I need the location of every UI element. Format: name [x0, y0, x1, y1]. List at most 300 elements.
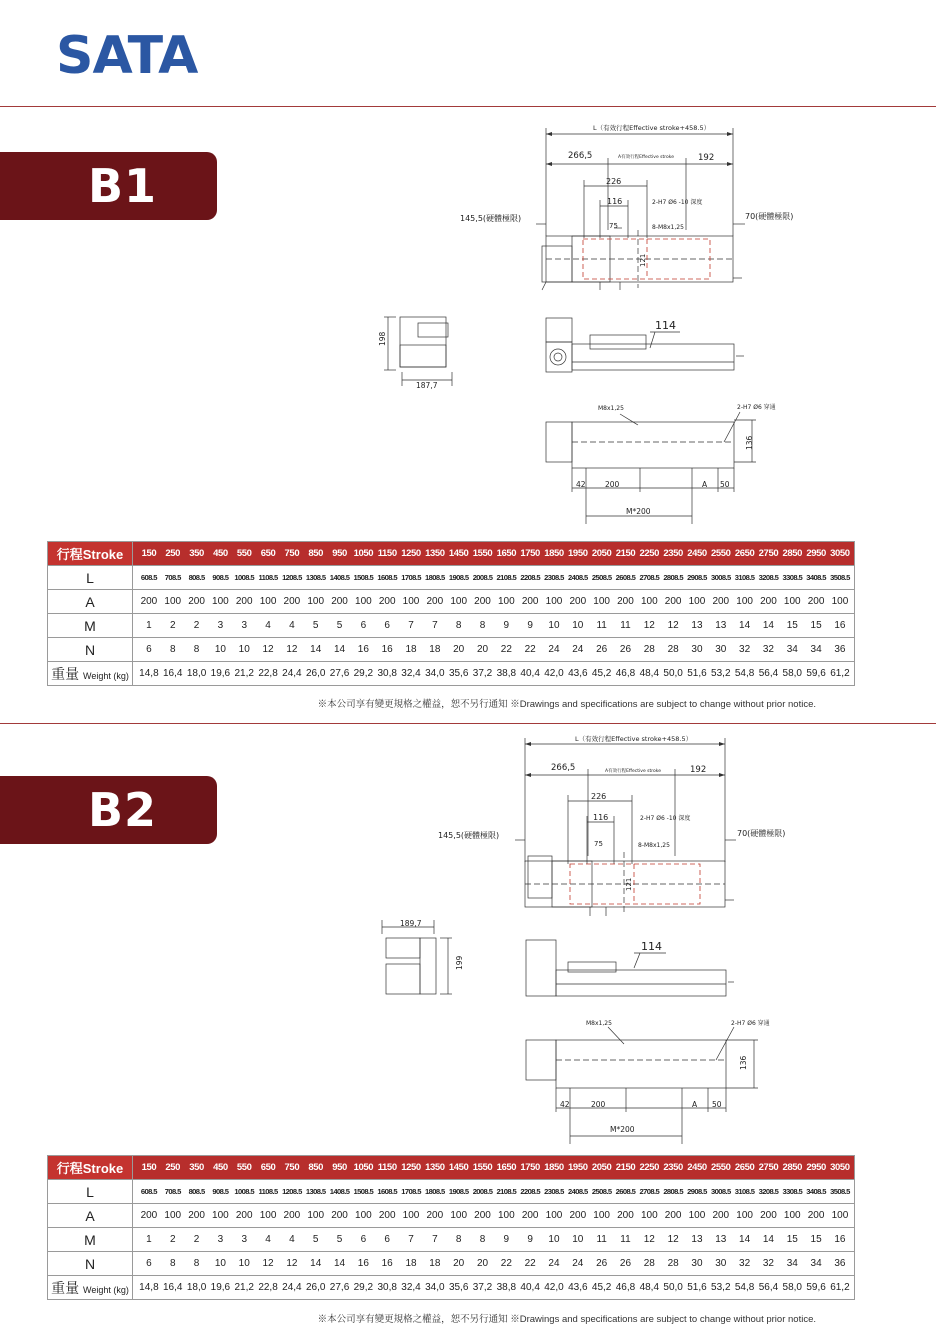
table-cell: 2708.5: [639, 1187, 660, 1196]
table-cell: 12: [262, 1258, 274, 1269]
table-cell: 100: [402, 596, 420, 607]
table-cell: 20: [476, 644, 489, 655]
table-cell: 14: [762, 620, 774, 631]
row-label: L: [48, 566, 133, 590]
table-cell: 6: [146, 1258, 152, 1269]
sata-logo: [56, 26, 201, 78]
table-cell: 46,8: [615, 668, 636, 679]
table-cell: 200: [712, 596, 730, 607]
table-cell: 59,6: [806, 668, 826, 679]
stroke-value: 450: [213, 548, 228, 559]
svg-text:121: 121: [625, 877, 633, 891]
table-cell: 3: [217, 620, 224, 631]
table-cell: 32: [739, 644, 751, 655]
table-cell: 20: [453, 1258, 465, 1269]
table-cell: 13: [715, 620, 727, 631]
table-cell: 20: [453, 644, 465, 655]
model-badge-b2: B2: [0, 776, 217, 844]
table-cell: 12: [286, 1258, 298, 1269]
table-cell: 200: [569, 596, 587, 607]
table-cell: 3308.5: [782, 573, 803, 582]
stroke-value: 2750: [758, 1162, 779, 1173]
table-cell: 51,6: [687, 668, 707, 679]
svg-text:L（有效行程Effective stroke+458.5）: L（有效行程Effective stroke+458.5）: [593, 124, 711, 132]
table-cell: 1708.5: [401, 573, 421, 582]
stroke-value: 850: [308, 1162, 324, 1173]
svg-text:266,5: 266,5: [568, 151, 593, 161]
stroke-values: [133, 1156, 855, 1180]
table-cell: 10: [238, 1258, 250, 1269]
table-cell: 200: [807, 1210, 825, 1221]
table-cell: 19,6: [210, 668, 231, 679]
stroke-value: 3050: [830, 548, 850, 559]
table-cell: 14: [310, 1258, 322, 1269]
table-cell: 38,8: [496, 668, 517, 679]
table-cell: 54,8: [734, 1282, 755, 1293]
table-cell: 100: [783, 596, 801, 607]
table-cell: 100: [497, 596, 515, 607]
table-cell: 5: [336, 1234, 343, 1245]
table-cell: 100: [450, 596, 468, 607]
table-cell: 59,6: [806, 1282, 826, 1293]
table-cell: 200: [140, 1210, 158, 1221]
stroke-value: 1150: [377, 1162, 397, 1173]
table-cell: 26: [619, 644, 632, 655]
table-cell: 2208.5: [520, 573, 540, 582]
table-cell: 24: [572, 644, 584, 655]
table-cell: 14,8: [139, 1282, 159, 1293]
table-cell: 3508.5: [830, 573, 850, 582]
table-cell: 45,2: [591, 668, 612, 679]
table-cell: 34,0: [425, 1282, 445, 1293]
table-cell: 200: [188, 596, 205, 607]
table-cell: 100: [450, 1210, 468, 1221]
svg-text:145,5(硬體極限): 145,5(硬體極限): [438, 831, 500, 840]
table-cell: 100: [593, 1210, 610, 1221]
stroke-value: 1750: [520, 548, 540, 559]
svg-text:266,5: 266,5: [551, 763, 576, 773]
table-cell: 22,8: [258, 668, 278, 679]
table-cell: 100: [593, 596, 610, 607]
table-cell: 61,2: [830, 1282, 850, 1293]
table-cell: 3: [241, 620, 247, 631]
table-cell: 4: [265, 620, 271, 631]
table-cell: 12: [286, 644, 298, 655]
table-cell: 200: [426, 596, 444, 607]
technical-drawing-b1: [0, 118, 936, 538]
stroke-value: 2650: [734, 548, 755, 559]
table-cell: 1908.5: [448, 1187, 469, 1196]
table-cell: 16: [357, 1258, 369, 1269]
stroke-value: 350: [189, 1162, 204, 1173]
svg-text:42: 42: [576, 480, 586, 489]
table-cell: 48,4: [639, 668, 660, 679]
table-cell: 608.5: [140, 1187, 157, 1196]
table-cell: 42,0: [544, 668, 564, 679]
table-cell: 1308.5: [305, 1187, 326, 1196]
table-cell: 10: [548, 620, 560, 631]
stroke-value: 2550: [711, 1162, 731, 1173]
table-cell: 32,4: [401, 668, 421, 679]
svg-text:L（有效行程Effective stroke+458.5）: L（有效行程Effective stroke+458.5）: [575, 735, 693, 743]
row-label: M: [48, 614, 133, 638]
table-cell: 908.5: [212, 573, 229, 582]
table-cell: 9: [503, 620, 510, 631]
table-cell: 30,8: [377, 668, 397, 679]
row-label: A: [48, 1204, 133, 1228]
table-cell: 200: [807, 596, 825, 607]
table-cell: 3: [217, 1234, 224, 1245]
table-cell: 2508.5: [591, 1187, 612, 1196]
table-cell: 16: [381, 644, 393, 655]
stroke-value: 550: [236, 548, 252, 559]
table-cell: 3408.5: [806, 1187, 826, 1196]
svg-text:A有效行程Effective stroke: A有效行程Effective stroke: [605, 769, 661, 774]
row-values: [133, 614, 855, 638]
table-cell: 200: [617, 596, 634, 607]
table-cell: 8: [455, 1234, 462, 1245]
stroke-value: 850: [308, 548, 324, 559]
table-cell: 100: [545, 596, 563, 607]
svg-text:226: 226: [591, 792, 607, 801]
table-cell: 6: [384, 1234, 390, 1245]
table-cell: 1608.5: [377, 573, 398, 582]
svg-text:192: 192: [690, 765, 707, 775]
table-cell: 8: [479, 620, 486, 631]
stroke-value: 2950: [806, 548, 826, 559]
row-label: [48, 1276, 133, 1300]
table-cell: 200: [283, 1210, 301, 1221]
table-cell: 22: [524, 644, 536, 655]
table-cell: 200: [617, 1210, 634, 1221]
table-cell: 34: [786, 1258, 798, 1269]
table-cell: 7: [408, 620, 414, 631]
svg-text:116: 116: [607, 197, 623, 206]
stroke-value: 1650: [496, 548, 517, 559]
stroke-value: 750: [284, 548, 300, 559]
table-cell: 3508.5: [830, 1187, 850, 1196]
svg-text:192: 192: [698, 153, 715, 163]
stroke-value: 2350: [663, 548, 683, 559]
table-cell: 1008.5: [234, 573, 255, 582]
drawing-svg: [0, 118, 936, 533]
table-cell: 32: [762, 644, 774, 655]
table-cell: 15: [786, 620, 798, 631]
stroke-value: 150: [141, 1162, 157, 1173]
table-cell: 18: [429, 644, 441, 655]
svg-text:2-H7 Ø6 穿通: 2-H7 Ø6 穿通: [737, 404, 776, 411]
table-cell: 1: [146, 620, 152, 631]
table-cell: 2108.5: [496, 1187, 517, 1196]
table-cell: 200: [521, 1210, 539, 1221]
stroke-value: 1050: [353, 548, 374, 559]
table-cell: 50,0: [663, 1282, 683, 1293]
table-cell: 200: [331, 596, 348, 607]
stroke-value: 3050: [830, 1162, 850, 1173]
svg-text:136: 136: [745, 435, 754, 450]
table-cell: 1308.5: [305, 573, 326, 582]
table-cell: 200: [283, 596, 301, 607]
table-cell: 28: [667, 644, 679, 655]
table-cell: 200: [331, 1210, 348, 1221]
table-cell: 808.5: [188, 573, 205, 582]
table-cell: 3108.5: [734, 1187, 755, 1196]
table-cell: 1608.5: [377, 1187, 398, 1196]
stroke-header: 行程Stroke: [48, 542, 133, 566]
table-cell: 100: [259, 1210, 277, 1221]
table-cell: 21,2: [234, 1282, 254, 1293]
stroke-value: 750: [284, 1162, 300, 1173]
table-cell: 12: [262, 644, 274, 655]
table-row: [48, 614, 855, 638]
weight-unit-label: Weight (kg): [83, 1284, 129, 1295]
table-cell: 1508.5: [353, 573, 374, 582]
table-cell: 24: [548, 644, 560, 655]
table-cell: 26,0: [305, 1282, 326, 1293]
row-values: [133, 1180, 855, 1204]
table-cell: 56,4: [758, 1282, 779, 1293]
stroke-value: 2950: [806, 1162, 826, 1173]
table-row: [48, 638, 855, 662]
table-cell: 36: [834, 644, 846, 655]
table-cell: 6: [360, 1234, 367, 1245]
table-cell: 1208.5: [282, 573, 302, 582]
table-cell: 34: [786, 644, 798, 655]
table-cell: 19,6: [210, 1282, 231, 1293]
table-cell: 200: [235, 596, 253, 607]
table-cell: 11: [596, 620, 607, 631]
stroke-value: 1250: [401, 548, 421, 559]
table-cell: 16: [834, 1234, 846, 1245]
table-cell: 2008.5: [472, 1187, 493, 1196]
stroke-value: 950: [332, 1162, 347, 1173]
table-row: [48, 662, 855, 686]
table-cell: 38,8: [496, 1282, 517, 1293]
table-cell: 18,0: [186, 668, 207, 679]
weight-label: 重量: [51, 665, 80, 682]
table-cell: 18: [405, 1258, 417, 1269]
table-cell: 2108.5: [496, 573, 517, 582]
row-values: [133, 1204, 855, 1228]
table-cell: 30: [715, 1258, 727, 1269]
table-cell: 2608.5: [615, 1187, 636, 1196]
table-cell: 34: [810, 1258, 822, 1269]
stroke-value: 2550: [711, 548, 731, 559]
table-cell: 46,8: [615, 1282, 636, 1293]
table-cell: 608.5: [140, 573, 157, 582]
svg-text:200: 200: [591, 1100, 606, 1109]
table-cell: 10: [214, 1258, 226, 1269]
svg-text:2-H7 Ø6 -10 深度: 2-H7 Ø6 -10 深度: [640, 815, 691, 822]
table-cell: 200: [378, 596, 396, 607]
table-cell: 8: [169, 644, 176, 655]
table-cell: 34,0: [425, 668, 445, 679]
table-cell: 40,4: [520, 668, 540, 679]
svg-text:50: 50: [720, 480, 730, 489]
stroke-value: 650: [260, 548, 276, 559]
table-row: [48, 1204, 855, 1228]
table-cell: 2408.5: [568, 573, 588, 582]
table-cell: 30,8: [377, 1282, 397, 1293]
table-cell: 54,8: [734, 668, 755, 679]
table-cell: 6: [384, 620, 390, 631]
table-cell: 1808.5: [425, 1187, 445, 1196]
table-cell: 11: [620, 620, 631, 631]
svg-text:A有效行程Effective stroke: A有效行程Effective stroke: [618, 155, 674, 160]
table-cell: 12: [643, 620, 655, 631]
stroke-value: 2350: [663, 1162, 683, 1173]
table-cell: 200: [474, 1210, 491, 1221]
table-cell: 708.5: [164, 1187, 181, 1196]
table-cell: 13: [691, 620, 703, 631]
table-cell: 22: [524, 1258, 536, 1269]
table-cell: 14: [739, 620, 751, 631]
table-cell: 14: [333, 644, 346, 655]
table-cell: 100: [307, 596, 325, 607]
table-cell: 1508.5: [353, 1187, 374, 1196]
disclaimer-notice: ※本公司享有變更規格之權益，恕不另行通知 ※Drawings and specifications are subject to change without prior notice.: [317, 1314, 816, 1325]
table-cell: 8: [169, 1258, 176, 1269]
table-cell: 200: [664, 1210, 682, 1221]
table-cell: 29,2: [353, 1282, 374, 1293]
table-cell: 10: [548, 1234, 560, 1245]
svg-text:198: 198: [378, 331, 387, 346]
row-label: M: [48, 1228, 133, 1252]
table-cell: 37,2: [472, 1282, 493, 1293]
stroke-value: 1750: [520, 1162, 540, 1173]
table-cell: 2008.5: [472, 573, 493, 582]
table-cell: 2: [193, 620, 200, 631]
svg-text:116: 116: [593, 813, 609, 822]
svg-text:70(硬體極限): 70(硬體極限): [737, 829, 786, 838]
technical-drawing-b2: [0, 734, 936, 1154]
table-cell: 28: [643, 1258, 655, 1269]
stroke-value: 2250: [639, 548, 660, 559]
table-cell: 15: [786, 1234, 798, 1245]
stroke-value: 650: [260, 1162, 276, 1173]
table-cell: 200: [140, 596, 158, 607]
table-cell: 8: [193, 1258, 200, 1269]
table-cell: 708.5: [164, 573, 181, 582]
table-cell: 35,6: [448, 1282, 469, 1293]
model-badge-b1: B1: [0, 152, 217, 220]
table-cell: 56,4: [758, 668, 779, 679]
table-cell: 18: [429, 1258, 441, 1269]
table-row: [48, 590, 855, 614]
svg-text:A: A: [692, 1100, 698, 1109]
stroke-value: 950: [332, 548, 347, 559]
table-cell: 1408.5: [329, 573, 350, 582]
table-cell: 4: [289, 620, 295, 631]
table-cell: 100: [212, 596, 229, 607]
table-cell: 100: [545, 1210, 563, 1221]
disclaimer-notice: ※本公司享有變更規格之權益，恕不另行通知 ※Drawings and specifications are subject to change without prior notice.: [317, 699, 816, 710]
table-cell: 3208.5: [758, 573, 779, 582]
table-cell: 26: [596, 644, 608, 655]
stroke-value: 1450: [448, 548, 469, 559]
row-label: A: [48, 590, 133, 614]
table-cell: 1: [146, 1234, 152, 1245]
stroke-value: 250: [165, 548, 181, 559]
svg-text:136: 136: [739, 1055, 748, 1070]
svg-text:2-H7 Ø6 穿通: 2-H7 Ø6 穿通: [731, 1020, 770, 1027]
drawing-svg: [0, 734, 936, 1149]
stroke-value: 1950: [568, 1162, 588, 1173]
table-cell: 32: [739, 1258, 751, 1269]
row-values: [133, 1252, 855, 1276]
table-cell: 2608.5: [615, 573, 636, 582]
table-cell: 2908.5: [687, 573, 707, 582]
stroke-value: 1050: [353, 1162, 374, 1173]
svg-text:M*200: M*200: [610, 1125, 635, 1134]
table-cell: 100: [497, 1210, 515, 1221]
table-cell: 14: [310, 644, 322, 655]
table-cell: 35,6: [448, 668, 469, 679]
table-cell: 36: [834, 1258, 846, 1269]
table-cell: 22: [500, 644, 512, 655]
table-cell: 43,6: [568, 668, 588, 679]
table-cell: 200: [188, 1210, 205, 1221]
table-cell: 8: [479, 1234, 486, 1245]
section-divider-top: [0, 106, 936, 107]
stroke-value: 1850: [544, 1162, 564, 1173]
table-cell: 10: [572, 1234, 584, 1245]
table-cell: 24: [572, 1258, 584, 1269]
svg-text:145,5(硬體極限): 145,5(硬體極限): [460, 214, 522, 223]
svg-text:M8x1,25: M8x1,25: [586, 1020, 612, 1027]
table-cell: 5: [312, 620, 319, 631]
svg-text:226: 226: [606, 177, 622, 186]
table-row: [48, 1276, 855, 1300]
table-cell: 18: [405, 644, 417, 655]
stroke-values: [133, 542, 855, 566]
table-cell: 26: [619, 1258, 632, 1269]
stroke-value: 2650: [734, 1162, 755, 1173]
table-cell: 100: [831, 596, 849, 607]
table-cell: 9: [527, 620, 533, 631]
table-cell: 30: [691, 1258, 703, 1269]
stroke-value: 1550: [472, 548, 493, 559]
stroke-value: 1550: [472, 1162, 493, 1173]
table-cell: 12: [667, 1234, 679, 1245]
table-cell: 3108.5: [734, 573, 755, 582]
stroke-value: 1250: [401, 1162, 421, 1173]
table-cell: 2: [169, 1234, 176, 1245]
table-cell: 2708.5: [639, 573, 660, 582]
table-row: [48, 1228, 855, 1252]
table-cell: 100: [688, 1210, 706, 1221]
table-cell: 51,6: [687, 1282, 707, 1293]
table-cell: 14,8: [139, 668, 159, 679]
table-cell: 100: [402, 1210, 420, 1221]
table-cell: 32: [762, 1258, 774, 1269]
table-cell: 200: [569, 1210, 587, 1221]
table-cell: 13: [715, 1234, 727, 1245]
table-cell: 27,6: [329, 1282, 350, 1293]
stroke-value: 2050: [591, 1162, 612, 1173]
table-cell: 200: [664, 596, 682, 607]
table-cell: 2808.5: [663, 1187, 683, 1196]
stroke-value: 550: [236, 1162, 252, 1173]
table-cell: 100: [164, 596, 182, 607]
row-values: [133, 1228, 855, 1252]
table-cell: 16,4: [163, 668, 183, 679]
table-cell: 24: [548, 1258, 560, 1269]
table-cell: 1108.5: [258, 573, 278, 582]
table-cell: 100: [355, 1210, 372, 1221]
svg-text:114: 114: [641, 940, 662, 953]
table-cell: 37,2: [472, 668, 493, 679]
